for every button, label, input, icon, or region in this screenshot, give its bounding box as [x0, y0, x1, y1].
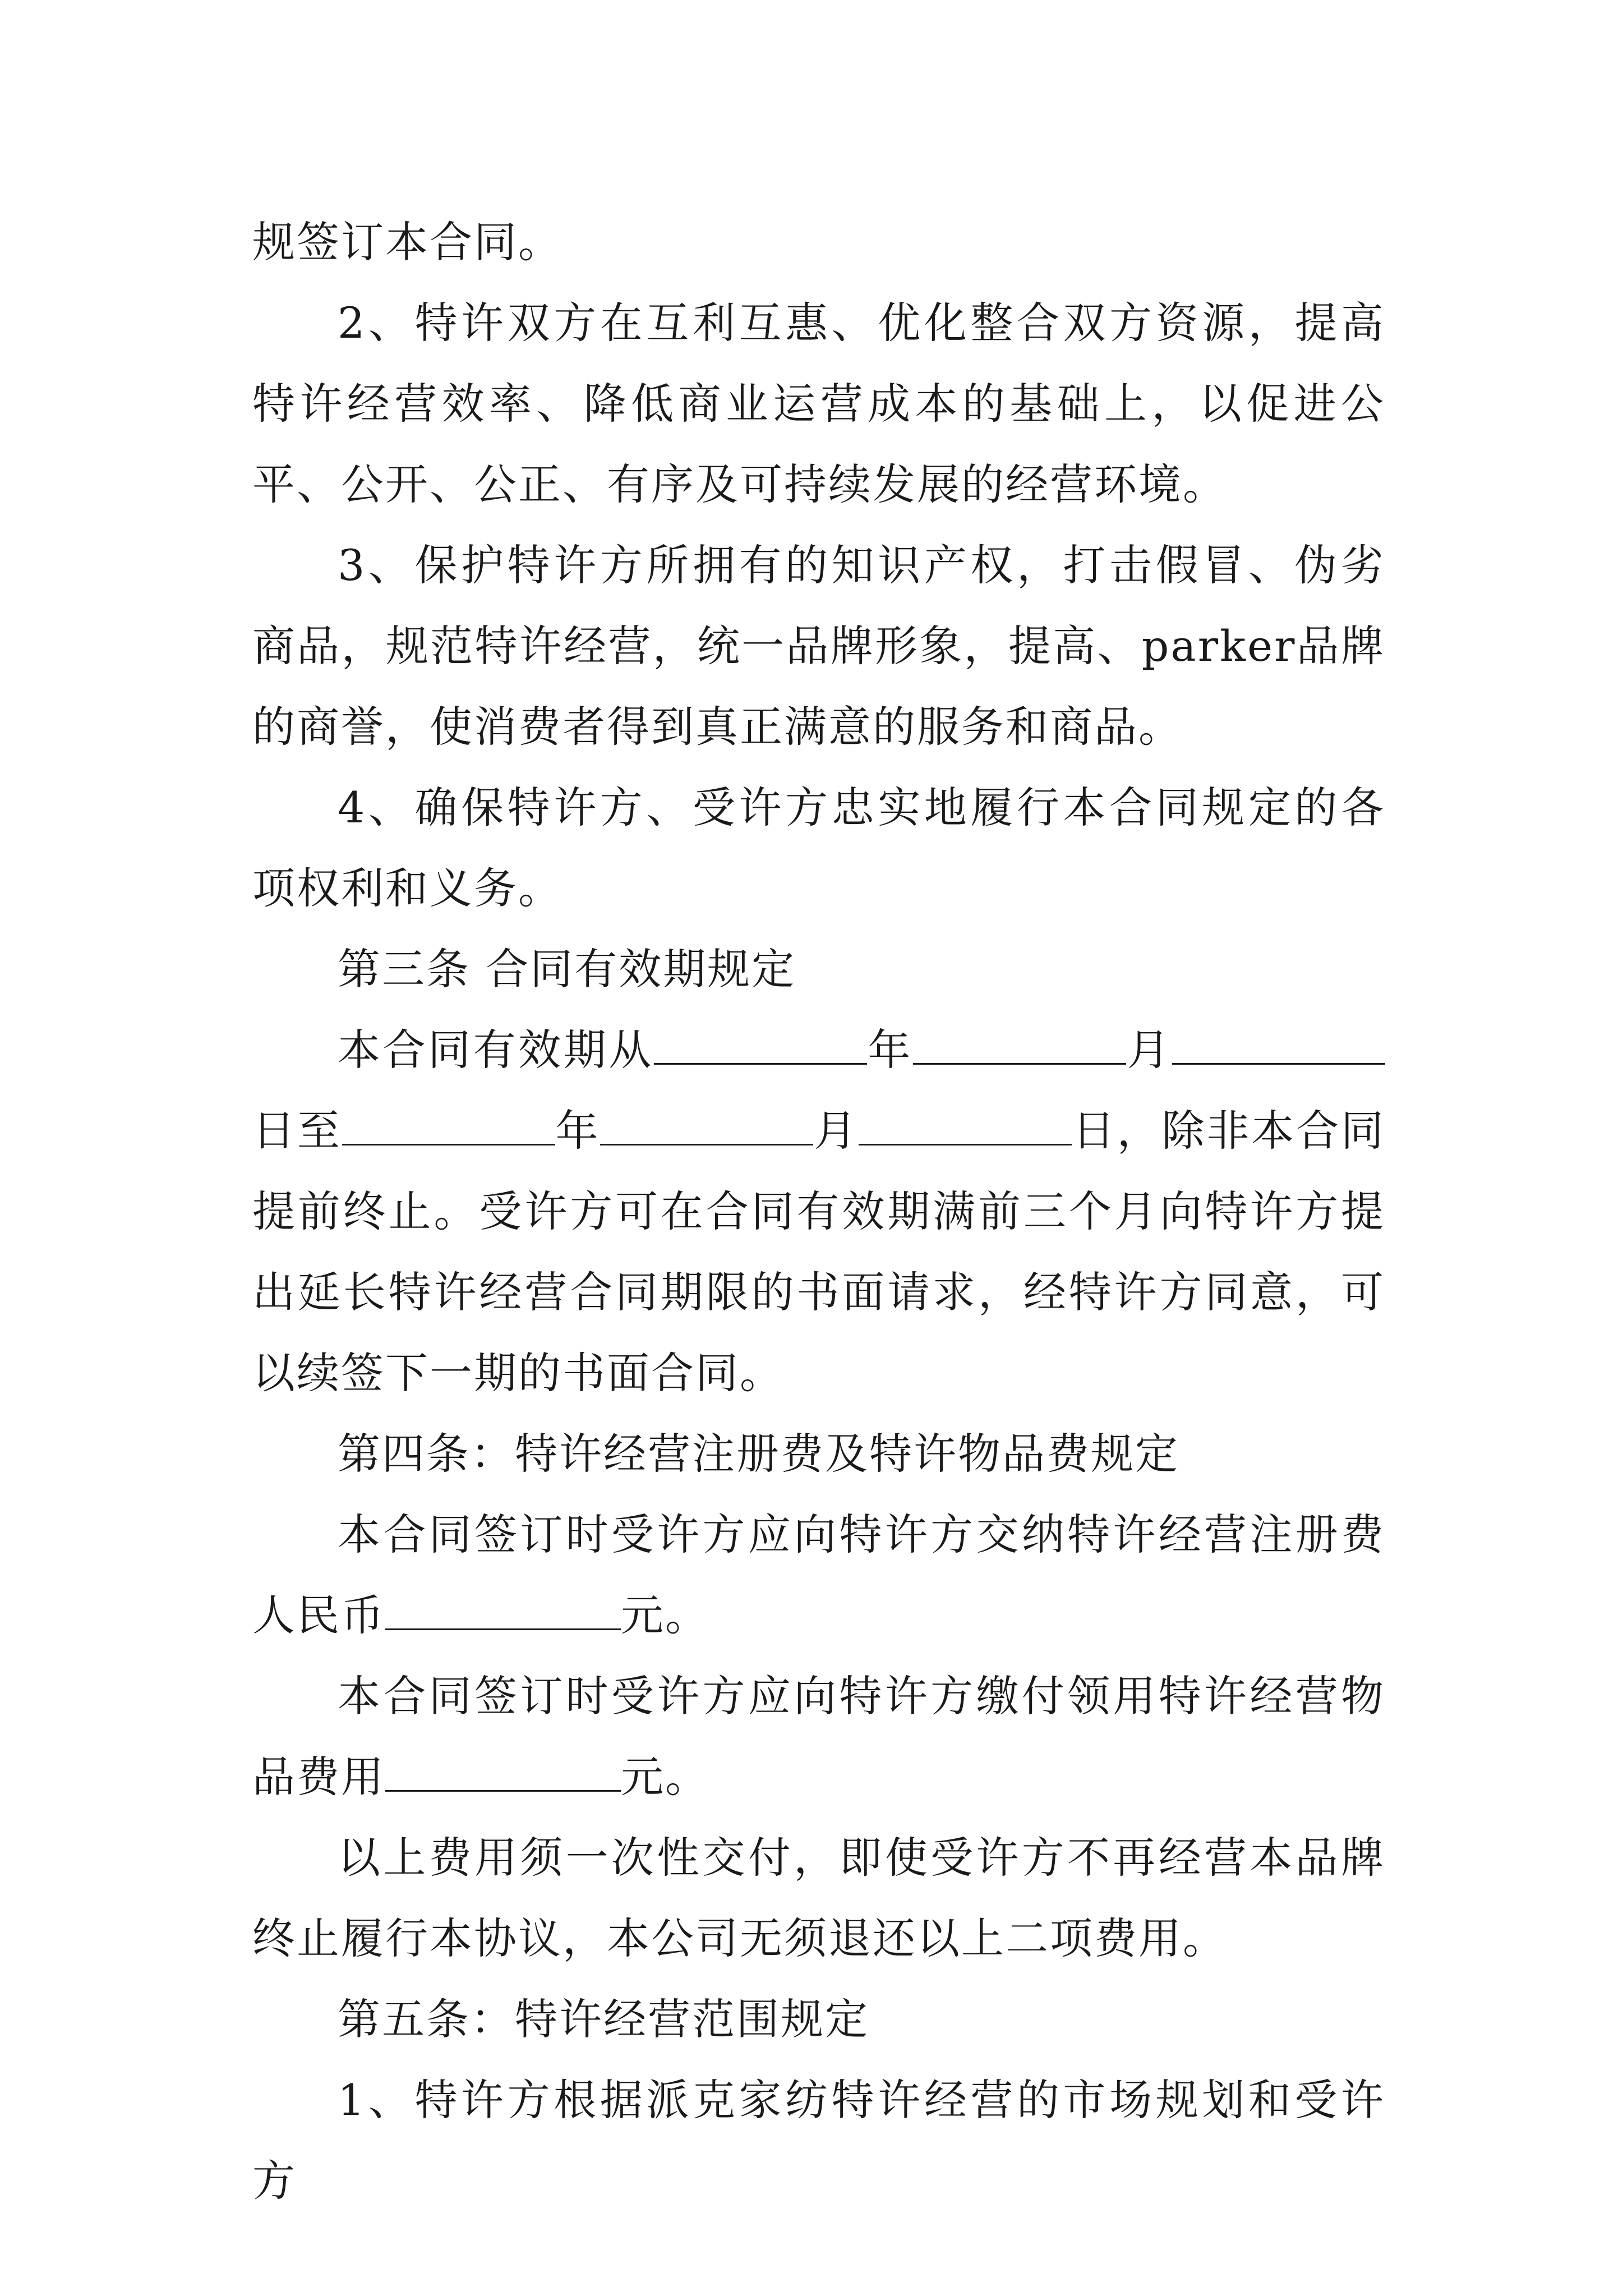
- paragraph-scope-item-1: 1、特许方根据派克家纺特许经营的市场规划和受许方: [252, 2075, 1385, 2206]
- term-year-label-2: 年: [555, 1106, 601, 1156]
- term-text-start: 本合同有效期从: [338, 1025, 654, 1075]
- paragraph-no-refund: 以上费用须一次性交付，即使受许方不再经营本品牌终止履行本协议，本公司无须退还以上二项费用。: [252, 1833, 1385, 1963]
- document-body: [252, 202, 1385, 2221]
- blank-start-day: [1172, 1024, 1385, 1065]
- goods-fee-text: 本合同签订时受许方应向特许方缴付领用特许经营物品费用: [252, 1671, 1385, 1802]
- blank-end-month: [600, 1105, 813, 1145]
- blank-end-year: [342, 1105, 555, 1145]
- paragraph-goods-fee: [252, 1656, 1385, 1818]
- paragraph-registration-fee: [252, 1494, 1385, 1656]
- heading-article-4: 第四条：特许经营注册费及特许物品费规定: [338, 1429, 1179, 1479]
- paragraph-term: [252, 1010, 1385, 1414]
- term-day-to-label: 日至: [252, 1106, 342, 1156]
- term-month-label-2: 月: [813, 1106, 859, 1156]
- paragraph-intro-end: 规签订本合同。: [252, 217, 562, 267]
- term-year-label-1: 年: [866, 1025, 913, 1075]
- heading-article-3: 第三条 合同有效期规定: [338, 944, 796, 994]
- paragraph-item-3: 3、保护特许方所拥有的知识产权，打击假冒、伪劣商品，规范特许经营，统一品牌形象，提高、parker品牌的商誉，使消费者得到真正满意的服务和商品。: [252, 540, 1385, 752]
- heading-article-5: 第五条：特许经营范围规定: [338, 1994, 869, 2044]
- paragraph-item-4: 4、确保特许方、受许方忠实地履行本合同规定的各项权利和义务。: [252, 783, 1385, 913]
- blank-registration-fee: [385, 1589, 621, 1630]
- blank-goods-fee: [385, 1751, 621, 1792]
- blank-end-day: [859, 1105, 1072, 1145]
- blank-start-year: [654, 1024, 867, 1065]
- term-text-rest: 日，除非本合同提前终止。受许方可在合同有效期满前三个月向特许方提出延长特许经营合同期限的书面请求，经特许方同意，可以续签下一期的书面合同。: [252, 1106, 1386, 1398]
- blank-start-month: [913, 1024, 1126, 1065]
- term-month-label-1: 月: [1126, 1025, 1173, 1075]
- goods-fee-unit: 元。: [621, 1752, 709, 1802]
- registration-fee-unit: 元。: [621, 1590, 709, 1640]
- registration-fee-text: 本合同签订时受许方应向特许方交纳特许经营注册费人民币: [252, 1510, 1385, 1640]
- paragraph-item-2: 2、特许双方在互利互惠、优化整合双方资源，提高特许经营效率、降低商业运营成本的基础上，以促进公平、公开、公正、有序及可持续发展的经营环境。: [252, 298, 1385, 509]
